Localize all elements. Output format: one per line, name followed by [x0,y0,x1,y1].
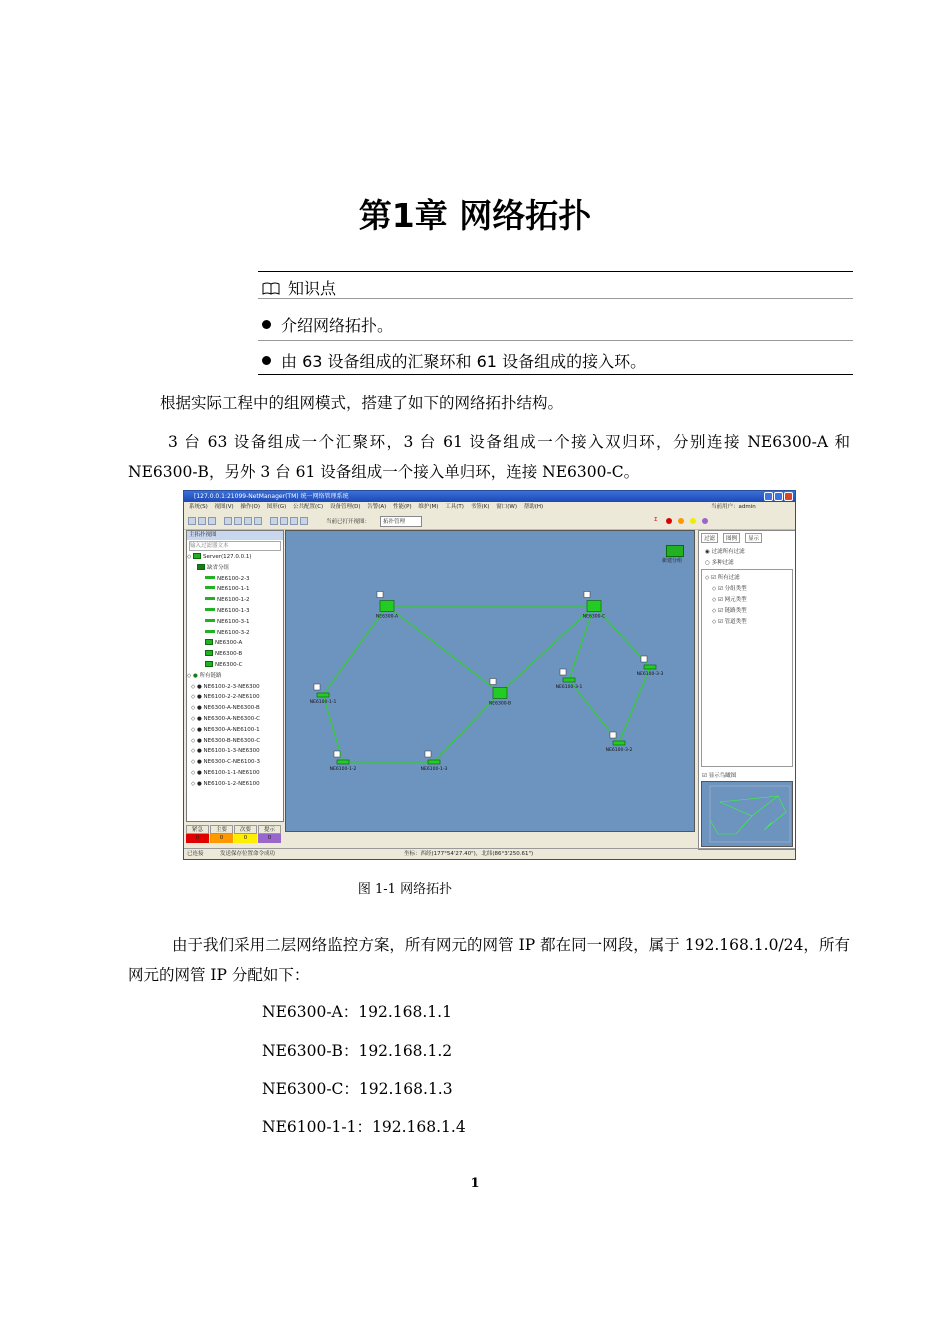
tree-ne-item[interactable]: NE6300-A [187,638,283,649]
menu-item[interactable]: 视图(V) [214,504,234,510]
minor-alarm-icon[interactable] [690,518,696,524]
radio-filter-all[interactable]: ◉ 过滤所有过滤 [705,549,745,555]
window-titlebar [184,491,795,502]
filter-tree-item[interactable]: ◇ ☑ 分组类型 [712,586,747,592]
home-icon[interactable] [188,517,196,525]
tree-link-item[interactable]: ◇ ● NE6100-1-3-NE6300 [191,748,260,755]
knowledge-top-rule [258,271,853,272]
overview-checkbox[interactable]: ☑ 显示鸟瞰图 [702,773,737,779]
tree-ne-item[interactable]: NE6100-2-3 [187,574,283,585]
menu-item[interactable]: 工具(T) [445,504,464,510]
ip-entry: NE6100-1-1：192.168.1.4 [262,1118,466,1136]
topology-link[interactable] [619,667,650,743]
knowledge-bottom-rule [258,374,853,375]
filter-tree-item[interactable]: ◇ ☑ 链路类型 [712,608,747,614]
tree-link-item[interactable]: ◇ ● NE6100-2-2-NE6100 [191,694,260,701]
ne-label: NE6300-C [582,614,606,620]
ne-node[interactable] [606,732,633,753]
major-alarm-icon[interactable] [678,518,684,524]
menu-item[interactable]: 图形(G) [266,504,287,510]
ne-icon [205,608,215,611]
tree-link-item[interactable]: ◇ ● NE6100-2-3-NE6300 [191,683,260,690]
nms-screenshot [183,490,796,860]
tree-ne-item[interactable]: NE6100-1-3 [187,606,283,617]
tree-root[interactable]: ◇ Server(127.0.0.1) [187,554,252,560]
close-icon[interactable] [784,492,793,501]
topology-tree-panel [186,530,284,822]
knowledge-mid-rule-2 [258,340,853,341]
status-bar [184,848,795,859]
ne-node[interactable] [637,656,664,677]
subnet-label: 新建分组 [662,558,683,564]
left-panel-title: 主拓扑视图 [187,531,283,540]
back-icon[interactable] [198,517,206,525]
tree-ne-item[interactable]: NE6100-3-1 [187,617,283,628]
alarm-count-bar [186,825,282,845]
tree-ne-item[interactable]: NE6300-B [187,649,283,660]
filter-panel [698,530,796,850]
menu-item[interactable]: 帮助(H) [523,504,544,510]
alarm-label: 提示 [258,825,281,834]
ne-label: NE6100-1-1 [309,700,337,705]
tree-ne-item[interactable]: NE6100-3-2 [187,628,283,639]
menu-item[interactable]: 维护(M) [418,504,439,510]
tree-link-item[interactable]: ◇ ● NE6300-A-NE6300-B [191,705,260,712]
radio-filter-multi[interactable]: ○ 多种过滤 [705,560,734,566]
window-title: [127.0.0.1:21099-NetManager(TM) 统一网络管理系统 [194,493,349,500]
ne-label: NE6100-1-3 [420,767,448,772]
filter-tree-item[interactable]: ◇ ☑ 网元类型 [712,597,747,603]
menu-bar [184,502,795,513]
ip-entry: NE6300-C：192.168.1.3 [262,1080,453,1098]
alarm-label: 次要 [234,825,257,834]
menu-item[interactable]: 窗口(W) [496,504,517,510]
overview-minimap[interactable] [701,781,793,847]
current-view-label: 当前已打开视图： [326,519,371,525]
paragraph-3: 由于我们采用二层网络监控方案，所有网元的网管 IP 都在同一网段，属于 192.168.1.0/24，所有网元的网管 IP 分配如下： [128,936,850,984]
forward-icon[interactable] [208,517,216,525]
ne-icon [205,661,213,667]
menu-item[interactable]: 公共配置(C) [293,504,324,510]
ne-node[interactable] [310,684,337,705]
tab-filter[interactable]: 过滤 [701,533,718,543]
menu-item[interactable]: 告警(A) [367,504,387,510]
alarm-count[interactable]: 0 [234,834,257,843]
maximize-icon[interactable] [774,492,783,501]
status-message: 发送保存位置命令成功 [220,851,276,857]
chapter-title: 第1章 网络拓扑 [358,196,592,235]
subnet-icon[interactable] [666,545,684,557]
tree-link-item[interactable]: ◇ ● NE6100-1-2-NE6100 [191,780,260,787]
ne-icon [205,619,215,622]
minimize-icon[interactable] [764,492,773,501]
tab-display[interactable]: 显示 [745,533,762,543]
copy-icon[interactable] [280,517,288,525]
tree-link-item[interactable]: ◇ ● NE6300-C-NE6100-3 [191,759,260,766]
alarm-label: 紧急 [186,825,209,834]
ne-node[interactable] [556,669,583,690]
tree-ne-item[interactable]: NE6300-C [187,660,283,671]
filter-tree-item[interactable]: ◇ ☑ 管道类型 [712,619,747,625]
tree-links-header[interactable]: ◇ ● 所有链路 [187,672,222,679]
tree-link-item[interactable]: ◇ ● NE6300-B-NE6300-C [191,737,261,744]
search-icon[interactable] [270,517,278,525]
topology-canvas[interactable] [285,530,695,832]
minimap-graph [702,782,792,846]
topology-link[interactable] [387,606,500,693]
filter-tree-root[interactable]: ◇ ☑ 所有过滤 [705,575,740,581]
print-icon[interactable] [254,517,262,525]
ne-icon [205,630,215,633]
filter-input[interactable]: 输入过滤器文本 [189,541,281,551]
page-number: 1 [470,1176,480,1191]
refresh-icon[interactable] [224,517,232,525]
alarm-count[interactable]: 0 [186,834,209,843]
menu-item[interactable]: 操作(O) [240,504,260,510]
ne-icon [205,597,215,600]
alarm-count[interactable]: 0 [258,834,281,843]
open-icon[interactable] [244,517,252,525]
tree-ne-item[interactable]: NE6100-1-2 [187,595,283,606]
paragraph-1: 根据实际工程中的组网模式，搭建了如下的网络拓扑结构。 [160,394,564,412]
ne-icon [205,586,215,589]
ne-label: NE6100-1-2 [329,767,357,772]
tree-ne-item[interactable]: NE6100-1-1 [187,584,283,595]
paste-icon[interactable] [290,517,298,525]
menu-item[interactable]: 书签(K) [470,504,490,510]
warning-alarm-icon[interactable] [702,518,708,524]
filter-tree [701,569,793,767]
menu-item[interactable]: 性能(P) [393,504,412,510]
alarm-label: 主要 [210,825,233,834]
knowledge-bullet-2: 由 63 设备组成的汇聚环和 61 设备组成的接入环。 [262,349,646,372]
critical-alarm-icon[interactable] [666,518,672,524]
menu-item[interactable]: 设备管理(D) [329,504,361,510]
current-view-select[interactable]: 拓扑管理 [380,516,422,527]
knowledge-mid-rule [258,298,853,299]
tree-link-item[interactable]: ◇ ● NE6100-1-1-NE6100 [191,769,260,776]
ne-icon [205,576,215,579]
status-connected: 已连接 [187,851,204,857]
ne-label: NE6100-3-1 [555,685,583,690]
knowledge-heading: 知识点 [288,279,337,298]
toolbar [184,513,795,530]
tree-group[interactable]: 缺省分组 [187,563,283,574]
ip-entry: NE6300-B：192.168.1.2 [262,1042,453,1060]
topology-graph [286,531,694,831]
ne-node[interactable] [489,679,511,707]
tree-link-item[interactable]: ◇ ● NE6300-A-NE6100-1 [191,726,260,733]
ne-label: NE6300-B [488,701,512,707]
tree-link-item[interactable]: ◇ ● NE6300-A-NE6300-C [191,715,261,722]
tab-legend[interactable]: 图例 [723,533,740,543]
ne-label: NE6100-3-3 [636,672,664,677]
book-icon [262,282,280,295]
knowledge-bullet-1: 介绍网络拓扑。 [262,313,393,336]
status-coordinates: 坐标：西经(177°54'27.40")，北纬(86°3'250.61") [404,851,534,857]
knowledge-heading-row [262,276,336,299]
ne-icon [205,650,213,656]
ne-label: NE6100-3-2 [605,748,633,753]
ip-entry: NE6300-A：192.168.1.1 [262,1003,452,1021]
config-icon[interactable] [300,517,308,525]
figure-caption: 图 1-1 网络拓扑 [357,882,453,897]
ne-icon [205,639,213,645]
save-icon[interactable] [234,517,242,525]
ne-label: NE6300-A [375,614,399,620]
paragraph-2: 3 台 63 设备组成一个汇聚环，3 台 61 设备组成一个接入双归环，分别连接 NE6300-A 和 NE6300-B，另外 3 台 61 设备组成一个接入单归环，连接 NE6300-C。 [128,433,850,481]
user-label: 当前用户：admin [711,504,756,510]
menu-item[interactable]: 系统(S) [189,504,208,510]
alarm-count[interactable]: 0 [210,834,233,843]
alarm-sigma-icon[interactable]: Σ [654,517,658,523]
